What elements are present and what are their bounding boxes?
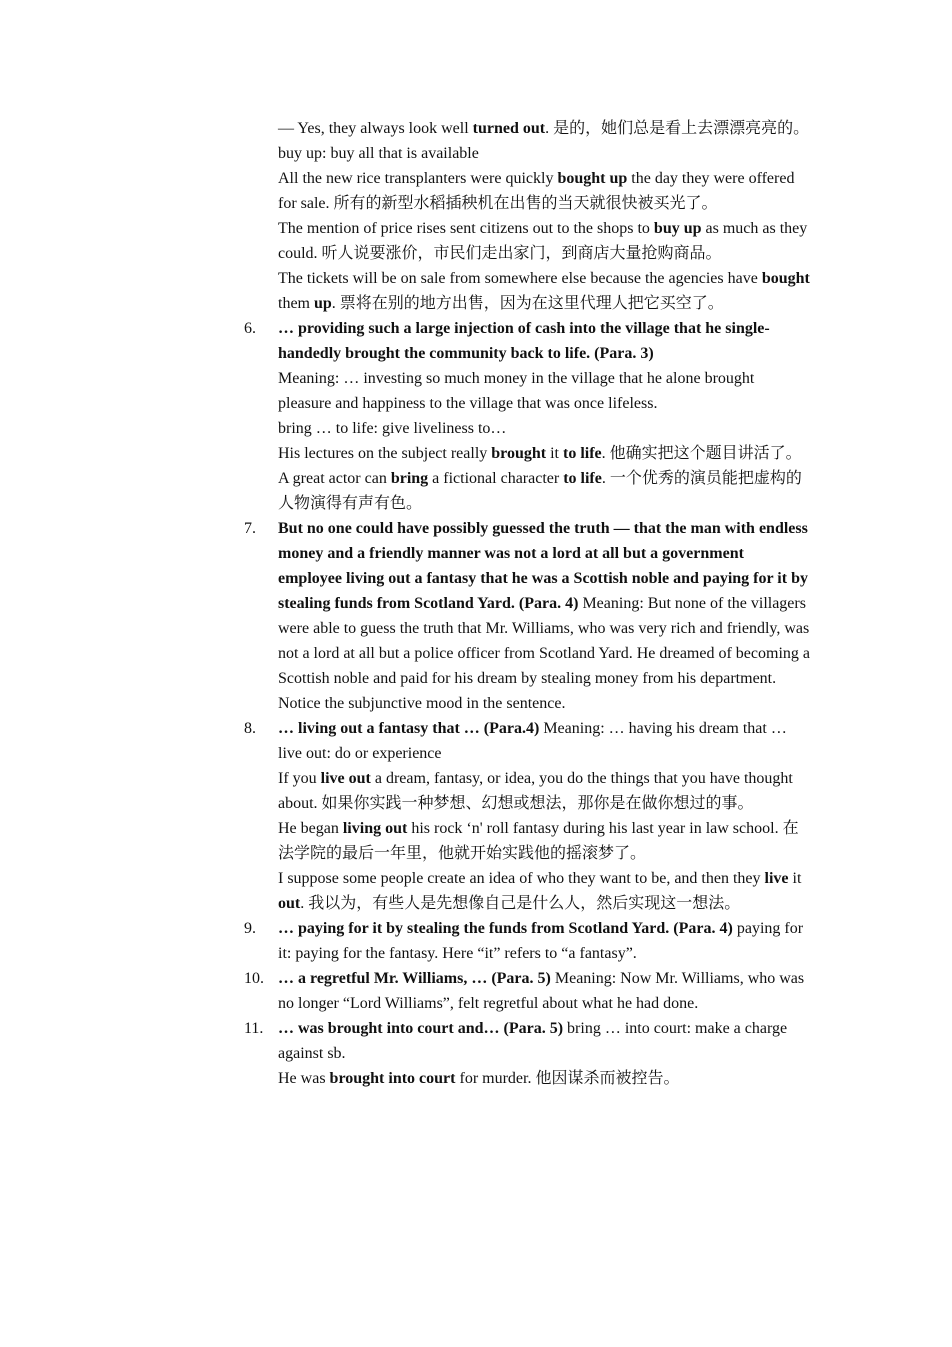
paragraph xyxy=(278,516,810,691)
bold-phrase: … was brought into court and… (Para. 5) xyxy=(278,1020,564,1037)
text-run: All the new rice transplanters were quickly xyxy=(278,170,558,187)
text-run: his rock ‘n' roll fantasy during his last year in law school. 在法学院的最后一年里，他就开始实践他的摇滚梦了。 xyxy=(278,820,799,862)
item-number: 9. xyxy=(244,920,256,937)
numbered-list xyxy=(244,316,810,1091)
paragraph xyxy=(278,1066,810,1091)
bold-phrase: live out xyxy=(320,770,371,787)
text-run: live out: do or experience xyxy=(278,745,442,762)
paragraph xyxy=(278,441,810,466)
list-item xyxy=(244,316,810,516)
text-run: His lectures on the subject really xyxy=(278,445,492,462)
paragraph xyxy=(278,816,810,866)
bold-phrase: up xyxy=(314,295,332,312)
bold-phrase: … paying for it by stealing the funds from Scotland Yard. (Para. 4) xyxy=(278,920,733,937)
paragraph xyxy=(278,1016,810,1066)
bold-phrase: out xyxy=(278,895,301,912)
bold-phrase: buy up xyxy=(653,220,702,237)
bold-phrase: live xyxy=(764,870,789,887)
paragraph xyxy=(278,966,810,1016)
text-run: . 一个优秀的演员能把虚构的人物演得有声有色。 xyxy=(278,470,802,512)
bold-phrase: turned out xyxy=(472,120,546,137)
bold-phrase: … providing such a large injection of cash into the village that he single-handedly brought the community back to life. (Para. 3) xyxy=(278,320,770,362)
item-number: 7. xyxy=(244,520,256,537)
item-number: 10. xyxy=(244,970,264,987)
list-item xyxy=(244,966,810,1016)
text-run: paying for it: paying for the fantasy. Here “it” refers to “a fantasy”. xyxy=(278,920,804,962)
paragraph xyxy=(278,266,810,316)
paragraph xyxy=(278,916,810,966)
paragraph xyxy=(278,166,810,216)
text-run: it xyxy=(788,870,802,887)
bold-phrase: to life xyxy=(563,470,602,487)
text-run: I suppose some people create an idea of who they want to be, and then they xyxy=(278,870,765,887)
text-run: . 我以为，有些人是先想像自己是什么人，然后实现这一想法。 xyxy=(300,895,741,912)
document-body xyxy=(244,116,810,1091)
text-run: — Yes, they always look well xyxy=(278,120,473,137)
paragraph xyxy=(278,316,810,366)
item-number: 11. xyxy=(244,1020,264,1037)
text-run: He began xyxy=(278,820,343,837)
text-run: bring … into court: make a charge against sb. xyxy=(278,1020,788,1062)
list-item xyxy=(244,916,810,966)
paragraph xyxy=(278,141,810,166)
text-run: Notice the subjunctive mood in the sentence. xyxy=(278,695,566,712)
intro-block xyxy=(278,116,810,316)
bold-phrase: to life xyxy=(563,445,602,462)
paragraph xyxy=(278,691,810,716)
bold-phrase: bought xyxy=(761,270,810,287)
bold-phrase: But no one could have possibly guessed the truth — that the man with endless money and a friendly manner was not a lord at all but a government employee living out a fantasy that he was a Scottish noble and paying for it by stealing funds from Scotland Yard. (Para. 4) xyxy=(278,520,808,612)
text-run: a fictional character xyxy=(428,470,564,487)
paragraph xyxy=(278,741,810,766)
list-item xyxy=(244,716,810,916)
text-run: Meaning: Now Mr. Williams, who was no longer “Lord Williams”, felt regretful about what he had done. xyxy=(278,970,805,1012)
paragraph xyxy=(278,366,810,416)
text-run: The mention of price rises sent citizens out to the shops to xyxy=(278,220,654,237)
text-run: as much as they could. 听人说要涨价，市民们走出家门，到商店大量抢购商品。 xyxy=(278,220,808,262)
paragraph xyxy=(278,116,810,141)
text-run: . 他确实把这个题目讲活了。 xyxy=(601,445,802,462)
paragraph xyxy=(278,466,810,516)
text-run: a dream, fantasy, or idea, you do the things that you have thought about. 如果你实践一种梦想、幻想或想法，那你是在做你想过的事。 xyxy=(278,770,793,812)
text-run: Meaning: … having his dream that … xyxy=(539,720,787,737)
text-run: them xyxy=(278,295,314,312)
paragraph xyxy=(278,416,810,441)
text-run: A great actor can xyxy=(278,470,391,487)
item-number: 8. xyxy=(244,720,256,737)
bold-phrase: … a regretful Mr. Williams, … (Para. 5) xyxy=(278,970,551,987)
text-run: . 是的，她们总是看上去漂漂亮亮的。 xyxy=(545,120,810,137)
bold-phrase: brought xyxy=(491,445,547,462)
text-run: Meaning: But none of the villagers were able to guess the truth that Mr. Williams, who was very rich and friendly, was not a lord at all but a police officer from Scotland Yard. He dreamed of becoming a Scottish noble and paid for his dream by stealing money from his department. xyxy=(278,595,810,687)
item-number: 6. xyxy=(244,320,256,337)
paragraph xyxy=(278,716,810,741)
paragraph xyxy=(278,766,810,816)
text-run: bring … to life: give liveliness to… xyxy=(278,420,507,437)
text-run: If you xyxy=(278,770,321,787)
text-run: Meaning: … investing so much money in the village that he alone brought pleasure and happiness to the village that was once lifeless. xyxy=(278,370,755,412)
list-item xyxy=(244,1016,810,1091)
bold-phrase: … living out a fantasy that … (Para.4) xyxy=(278,720,540,737)
text-run: for murder. 他因谋杀而被控告。 xyxy=(455,1070,680,1087)
list-item xyxy=(244,516,810,716)
text-run: the day they were offered for sale. 所有的新型水稻插秧机在出售的当天就很快被买光了。 xyxy=(278,170,795,212)
bold-phrase: living out xyxy=(342,820,408,837)
text-run: buy up: buy all that is available xyxy=(278,145,479,162)
text-run: it xyxy=(546,445,563,462)
text-run: . 票将在别的地方出售，因为在这里代理人把它买空了。 xyxy=(331,295,724,312)
bold-phrase: brought into court xyxy=(329,1070,456,1087)
bold-phrase: bring xyxy=(390,470,429,487)
text-run: He was xyxy=(278,1070,330,1087)
paragraph xyxy=(278,866,810,916)
bold-phrase: bought up xyxy=(557,170,628,187)
paragraph xyxy=(278,216,810,266)
text-run: The tickets will be on sale from somewhere else because the agencies have xyxy=(278,270,762,287)
